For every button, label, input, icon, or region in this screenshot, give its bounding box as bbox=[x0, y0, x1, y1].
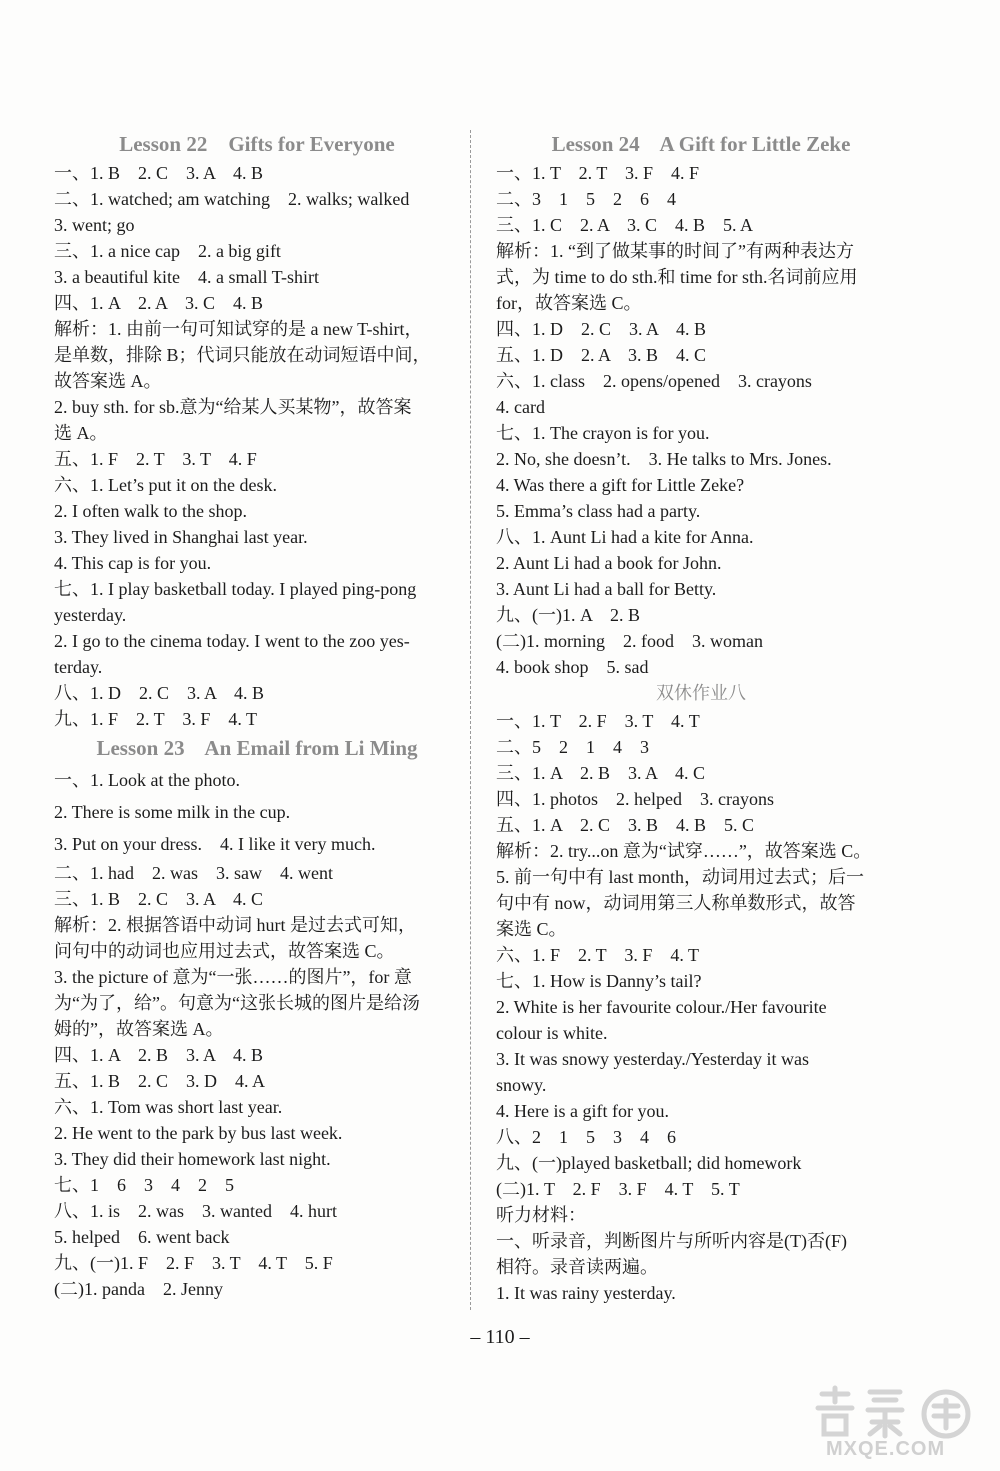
answer-line: 1. It was rainy yesterday. bbox=[496, 1283, 676, 1303]
answer-line: 四、1. A 2. B 3. A 4. B bbox=[54, 1045, 264, 1065]
lesson-22-answers bbox=[54, 160, 460, 732]
answer-line: 五、1. B 2. C 3. D 4. A bbox=[54, 1071, 266, 1091]
answer-line: 听力材料： bbox=[496, 1205, 586, 1225]
lesson-23-answers-part1 bbox=[54, 764, 460, 860]
answer-line: 八、1. Aunt Li had a kite for Anna. bbox=[496, 527, 754, 547]
answer-line: 二、3 1 5 2 6 4 bbox=[496, 189, 676, 209]
answer-line: 解析：2. 根据答语中动词 hurt 是过去式可知， bbox=[54, 915, 416, 935]
answer-line: 一、听录音，判断图片与所听内容是(T)否(F) bbox=[496, 1231, 847, 1251]
answer-line: 一、1. B 2. C 3. A 4. B bbox=[54, 163, 264, 183]
answer-line: 式，为 time to do sth.和 time for sth.名词前应用 bbox=[496, 267, 858, 287]
answer-line: 句中有 now，动词用第三人称单数形式，故答 bbox=[496, 893, 856, 913]
answer-line: 二、1. had 2. was 3. saw 4. went bbox=[54, 863, 333, 883]
answer-line: (二)1. T 2. F 3. F 4. T 5. T bbox=[496, 1179, 740, 1199]
watermark-logo bbox=[808, 1382, 988, 1464]
answer-line: 3. a beautiful kite 4. a small T-shirt bbox=[54, 267, 319, 287]
left-column bbox=[54, 128, 460, 1302]
answer-line: 解析：1. “到了做某事的时间了”有两种表达方 bbox=[496, 241, 854, 261]
answer-line: 相符。录音读两遍。 bbox=[496, 1257, 658, 1277]
watermark-url: MXQE.COM bbox=[826, 1438, 946, 1460]
lesson-22-title: Lesson 22 Gifts for Everyone bbox=[119, 132, 395, 156]
answer-line: 2. There is some milk in the cup. bbox=[54, 802, 291, 822]
answer-line: 三、1. A 2. B 3. A 4. C bbox=[496, 763, 706, 783]
answer-line: 5. Emma’s class had a party. bbox=[496, 501, 701, 521]
answer-line: 3. It was snowy yesterday./Yesterday it was bbox=[496, 1049, 809, 1069]
weekend-homework-title: 双休作业八 bbox=[656, 683, 746, 704]
answer-line: 3. the picture of 意为“一张……的图片”，for 意 bbox=[54, 967, 412, 987]
answer-line: 八、2 1 5 3 4 6 bbox=[496, 1127, 676, 1147]
answer-line: 3. They lived in Shanghai last year. bbox=[54, 527, 308, 547]
answer-line: 四、1. photos 2. helped 3. crayons bbox=[496, 789, 774, 809]
answer-line: 一、1. Look at the photo. bbox=[54, 770, 240, 790]
answer-line: 七、1 6 3 4 2 5 bbox=[54, 1175, 234, 1195]
answer-line: 解析：1. 由前一句可知试穿的是 a new T-shirt， bbox=[54, 319, 423, 339]
answer-line: 九、(一)played basketball; did homework bbox=[496, 1153, 802, 1173]
answer-line: terday. bbox=[54, 657, 103, 677]
answer-line: 5. 前一句中有 last month，动词用过去式；后一 bbox=[496, 867, 864, 887]
answer-line: 三、1. B 2. C 3. A 4. C bbox=[54, 889, 264, 909]
answer-line: yesterday. bbox=[54, 605, 127, 625]
lesson-24-answers bbox=[496, 160, 906, 680]
weekend-homework-answers bbox=[496, 708, 906, 1306]
column-divider bbox=[470, 130, 471, 1310]
answer-line: 案选 C。 bbox=[496, 919, 567, 939]
answer-line: 2. No, she doesn’t. 3. He talks to Mrs. Jones. bbox=[496, 449, 832, 469]
answer-line: 2. I go to the cinema today. I went to the zoo yes- bbox=[54, 631, 410, 651]
answer-line: 七、1. The crayon is for you. bbox=[496, 423, 710, 443]
answer-line: for，故答案选 C。 bbox=[496, 293, 642, 313]
answer-line: 五、1. F 2. T 3. T 4. F bbox=[54, 449, 257, 469]
answer-line: 五、1. A 2. C 3. B 4. B 5. C bbox=[496, 815, 755, 835]
answer-line: snowy. bbox=[496, 1075, 547, 1095]
answer-line: 四、1. D 2. C 3. A 4. B bbox=[496, 319, 707, 339]
answer-line: 是单数，排除 B；代词只能放在动词短语中间， bbox=[54, 345, 431, 365]
answer-line: 九、1. F 2. T 3. F 4. T bbox=[54, 709, 258, 729]
answer-line: 四、1. A 2. A 3. C 4. B bbox=[54, 293, 264, 313]
answer-line: 2. White is her favourite colour./Her favourite bbox=[496, 997, 827, 1017]
answer-line: 4. book shop 5. sad bbox=[496, 657, 649, 677]
page-number: – 110 – bbox=[470, 1326, 530, 1348]
answer-line: (二)1. morning 2. food 3. woman bbox=[496, 631, 763, 651]
answer-line: 八、1. D 2. C 3. A 4. B bbox=[54, 683, 265, 703]
answer-line: 4. Was there a gift for Little Zeke? bbox=[496, 475, 745, 495]
answer-line: 三、1. C 2. A 3. C 4. B 5. A bbox=[496, 215, 754, 235]
answer-line: 4. card bbox=[496, 397, 545, 417]
answer-line: 二、1. watched; am watching 2. walks; walked bbox=[54, 189, 410, 209]
answer-line: 六、1. class 2. opens/opened 3. crayons bbox=[496, 371, 812, 391]
answer-line: 2. I often walk to the shop. bbox=[54, 501, 247, 521]
answer-line: (二)1. panda 2. Jenny bbox=[54, 1279, 223, 1299]
answer-line: 六、1. Tom was short last year. bbox=[54, 1097, 283, 1117]
answer-line: 二、5 2 1 4 3 bbox=[496, 737, 649, 757]
answer-line: 解析：2. try...on 意为“试穿……”，故答案选 C。 bbox=[496, 841, 872, 861]
answer-line: 六、1. F 2. T 3. F 4. T bbox=[496, 945, 700, 965]
answer-line: 3. went; go bbox=[54, 215, 135, 235]
answer-line: 2. buy sth. for sb.意为“给某人买某物”，故答案 bbox=[54, 397, 412, 417]
answer-line: 问句中的动词也应用过去式，故答案选 C。 bbox=[54, 941, 395, 961]
lesson-23-answers-part2 bbox=[54, 860, 460, 1302]
answer-line: 七、1. How is Danny’s tail? bbox=[496, 971, 702, 991]
answer-line: 六、1. Let’s put it on the desk. bbox=[54, 475, 277, 495]
right-column bbox=[496, 128, 906, 1306]
answer-line: 选 A。 bbox=[54, 423, 108, 443]
answer-line: 九、(一)1. A 2. B bbox=[496, 605, 640, 625]
answer-line: 五、1. D 2. A 3. B 4. C bbox=[496, 345, 707, 365]
answer-line: 一、1. T 2. F 3. T 4. T bbox=[496, 711, 700, 731]
answer-line: 2. He went to the park by bus last week. bbox=[54, 1123, 343, 1143]
answer-line: colour is white. bbox=[496, 1023, 608, 1043]
answer-line: 姆的”，故答案选 A。 bbox=[54, 1019, 224, 1039]
lesson-23-title: Lesson 23 An Email from Li Ming bbox=[96, 736, 418, 760]
answer-line: 3. They did their homework last night. bbox=[54, 1149, 331, 1169]
answer-line: 4. Here is a gift for you. bbox=[496, 1101, 669, 1121]
answer-line: 七、1. I play basketball today. I played ping-pong bbox=[54, 579, 417, 599]
answer-line: 三、1. a nice cap 2. a big gift bbox=[54, 241, 281, 261]
answer-line: 故答案选 A。 bbox=[54, 371, 162, 391]
answer-line: 5. helped 6. went back bbox=[54, 1227, 230, 1247]
answer-line: 一、1. T 2. T 3. F 4. F bbox=[496, 163, 700, 183]
answer-line: 3. Put on your dress. 4. I like it very much. bbox=[54, 834, 376, 854]
lesson-24-title: Lesson 24 A Gift for Little Zeke bbox=[551, 132, 851, 156]
answer-line: 八、1. is 2. was 3. wanted 4. hurt bbox=[54, 1201, 337, 1221]
answer-line: 九、(一)1. F 2. F 3. T 4. T 5. F bbox=[54, 1253, 333, 1273]
answer-line: 4. This cap is for you. bbox=[54, 553, 212, 573]
answer-line: 为“为了，给”。句意为“这张长城的图片是给汤 bbox=[54, 993, 420, 1013]
answer-line: 3. Aunt Li had a ball for Betty. bbox=[496, 579, 717, 599]
watermark-logo-icon bbox=[808, 1382, 988, 1442]
answer-line: 2. Aunt Li had a book for John. bbox=[496, 553, 722, 573]
